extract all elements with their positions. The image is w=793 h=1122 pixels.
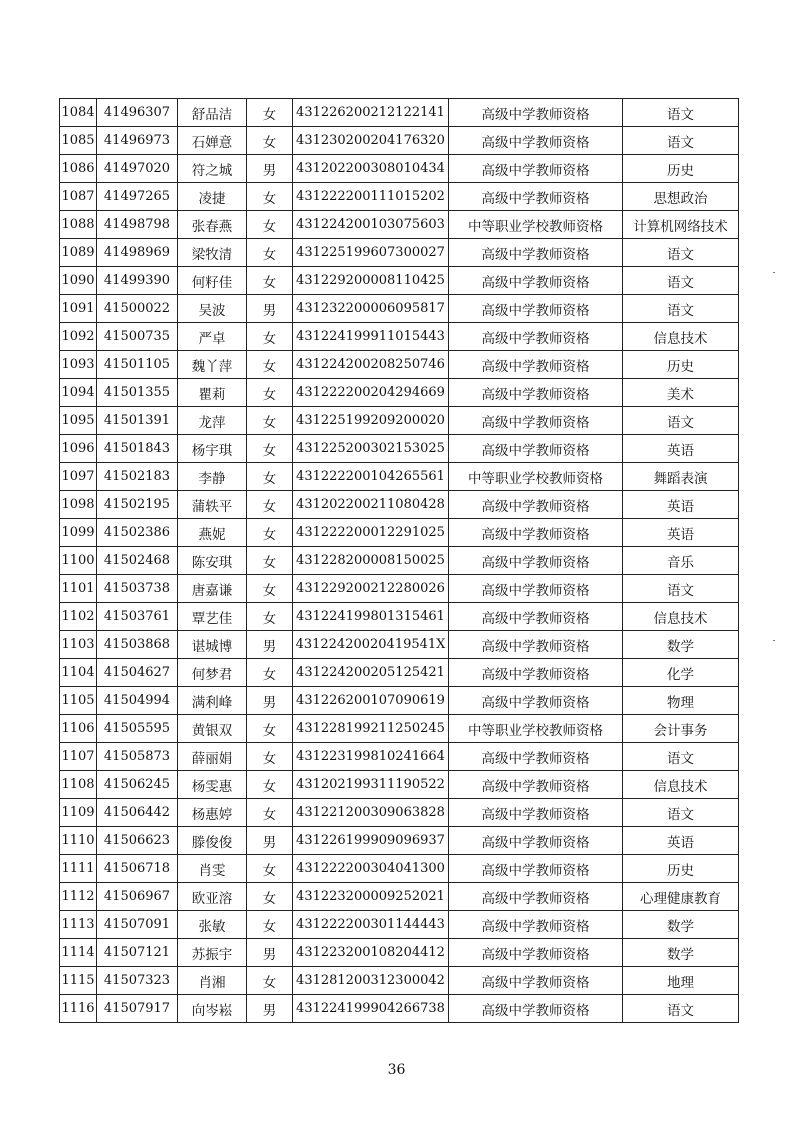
table-row [60,351,739,379]
subject-cell: 物理 [623,687,739,715]
row-number-cell: 1098 [60,491,97,519]
gender-cell: 男 [247,827,293,855]
exam-id-cell: 41502386 [97,519,178,547]
qualification-cell: 高级中学教师资格 [449,687,623,715]
qualification-cell: 高级中学教师资格 [449,491,623,519]
name-cell: 张敏 [178,911,247,939]
name-cell: 张春燕 [178,211,247,239]
subject-cell: 数学 [623,631,739,659]
gender-cell: 女 [247,855,293,883]
qualification-cell: 高级中学教师资格 [449,239,623,267]
name-cell: 符之城 [178,155,247,183]
id-number-cell: 431222200111015202 [293,183,449,211]
subject-cell: 地理 [623,967,739,995]
subject-cell: 舞蹈表演 [623,463,739,491]
table-row [60,967,739,995]
gender-cell: 女 [247,267,293,295]
name-cell: 黄银双 [178,715,247,743]
qualification-cell: 高级中学教师资格 [449,155,623,183]
name-cell: 严卓 [178,323,247,351]
exam-id-cell: 41500022 [97,295,178,323]
exam-id-cell: 41499390 [97,267,178,295]
id-number-cell: 431222200012291025 [293,519,449,547]
table-row [60,407,739,435]
qualification-cell: 高级中学教师资格 [449,99,623,127]
name-cell: 李静 [178,463,247,491]
row-number-cell: 1100 [60,547,97,575]
qualification-cell: 高级中学教师资格 [449,267,623,295]
gender-cell: 女 [247,183,293,211]
table-row [60,295,739,323]
row-number-cell: 1107 [60,743,97,771]
id-number-cell: 43122420020419541X [293,631,449,659]
gender-cell: 女 [247,379,293,407]
row-number-cell: 1116 [60,995,97,1023]
exam-id-cell: 41504627 [97,659,178,687]
table-row [60,435,739,463]
row-number-cell: 1085 [60,127,97,155]
exam-id-cell: 41505595 [97,715,178,743]
qualification-cell: 高级中学教师资格 [449,379,623,407]
qualification-cell: 高级中学教师资格 [449,911,623,939]
row-number-cell: 1095 [60,407,97,435]
row-number-cell: 1092 [60,323,97,351]
name-cell: 魏丫萍 [178,351,247,379]
gender-cell: 男 [247,939,293,967]
id-number-cell: 431225199607300027 [293,239,449,267]
id-number-cell: 431221200309063828 [293,799,449,827]
subject-cell: 语文 [623,799,739,827]
table-row [60,799,739,827]
name-cell: 向岑崧 [178,995,247,1023]
subject-cell: 语文 [623,99,739,127]
table-row [60,631,739,659]
id-number-cell: 431228199211250245 [293,715,449,743]
name-cell: 舒品洁 [178,99,247,127]
id-number-cell: 431226199909096937 [293,827,449,855]
table-row [60,99,739,127]
subject-cell: 思想政治 [623,183,739,211]
subject-cell: 英语 [623,519,739,547]
name-cell: 何梦君 [178,659,247,687]
subject-cell: 信息技术 [623,323,739,351]
exam-id-cell: 41502195 [97,491,178,519]
qualification-cell: 高级中学教师资格 [449,407,623,435]
table-row [60,743,739,771]
subject-cell: 数学 [623,939,739,967]
table-row [60,519,739,547]
candidate-table [59,98,739,1023]
exam-id-cell: 41505873 [97,743,178,771]
id-number-cell: 431224200103075603 [293,211,449,239]
gender-cell: 女 [247,603,293,631]
id-number-cell: 431228200008150025 [293,547,449,575]
qualification-cell: 中等职业学校教师资格 [449,463,623,491]
name-cell: 肖湘 [178,967,247,995]
table-row [60,911,739,939]
name-cell: 梁牧清 [178,239,247,267]
gender-cell: 男 [247,155,293,183]
subject-cell: 历史 [623,855,739,883]
name-cell: 燕妮 [178,519,247,547]
subject-cell: 英语 [623,435,739,463]
name-cell: 薛丽娟 [178,743,247,771]
row-number-cell: 1094 [60,379,97,407]
qualification-cell: 高级中学教师资格 [449,883,623,911]
subject-cell: 数学 [623,911,739,939]
gender-cell: 女 [247,771,293,799]
gender-cell: 女 [247,519,293,547]
gender-cell: 女 [247,323,293,351]
subject-cell: 语文 [623,295,739,323]
id-number-cell: 431223200108204412 [293,939,449,967]
name-cell: 凌捷 [178,183,247,211]
id-number-cell: 431224199911015443 [293,323,449,351]
row-number-cell: 1109 [60,799,97,827]
row-number-cell: 1084 [60,99,97,127]
id-number-cell: 431202200211080428 [293,491,449,519]
exam-id-cell: 41500735 [97,323,178,351]
id-number-cell: 431223199810241664 [293,743,449,771]
table-row [60,771,739,799]
table-row [60,323,739,351]
qualification-cell: 高级中学教师资格 [449,743,623,771]
id-number-cell: 431222200204294669 [293,379,449,407]
gender-cell: 女 [247,407,293,435]
row-number-cell: 1091 [60,295,97,323]
gender-cell: 女 [247,799,293,827]
table-row [60,827,739,855]
qualification-cell: 中等职业学校教师资格 [449,211,623,239]
row-number-cell: 1087 [60,183,97,211]
table-row [60,547,739,575]
name-cell: 陈安琪 [178,547,247,575]
exam-id-cell: 41502183 [97,463,178,491]
subject-cell: 信息技术 [623,603,739,631]
id-number-cell: 431229200212280026 [293,575,449,603]
qualification-cell: 高级中学教师资格 [449,771,623,799]
name-cell: 龙萍 [178,407,247,435]
name-cell: 何籽佳 [178,267,247,295]
exam-id-cell: 41501843 [97,435,178,463]
gender-cell: 女 [247,883,293,911]
id-number-cell: 431222200304041300 [293,855,449,883]
row-number-cell: 1106 [60,715,97,743]
exam-id-cell: 41497020 [97,155,178,183]
subject-cell: 信息技术 [623,771,739,799]
gender-cell: 女 [247,491,293,519]
qualification-cell: 中等职业学校教师资格 [449,715,623,743]
subject-cell: 计算机网络技术 [623,211,739,239]
name-cell: 吴波 [178,295,247,323]
subject-cell: 语文 [623,407,739,435]
id-number-cell: 431224199801315461 [293,603,449,631]
qualification-cell: 高级中学教师资格 [449,659,623,687]
exam-id-cell: 41506442 [97,799,178,827]
qualification-cell: 高级中学教师资格 [449,323,623,351]
table-row [60,155,739,183]
table-row [60,211,739,239]
id-number-cell: 431226200212122141 [293,99,449,127]
subject-cell: 化学 [623,659,739,687]
table-row [60,379,739,407]
row-number-cell: 1093 [60,351,97,379]
gender-cell: 女 [247,967,293,995]
exam-id-cell: 41507917 [97,995,178,1023]
table-row [60,463,739,491]
row-number-cell: 1089 [60,239,97,267]
gender-cell: 女 [247,239,293,267]
row-number-cell: 1102 [60,603,97,631]
row-number-cell: 1088 [60,211,97,239]
id-number-cell: 431281200312300042 [293,967,449,995]
qualification-cell: 高级中学教师资格 [449,603,623,631]
gender-cell: 女 [247,435,293,463]
table-row [60,183,739,211]
scan-speck [773,272,775,273]
table-row [60,939,739,967]
gender-cell: 女 [247,211,293,239]
table-row [60,715,739,743]
qualification-cell: 高级中学教师资格 [449,575,623,603]
row-number-cell: 1103 [60,631,97,659]
table-row [60,127,739,155]
table-row [60,575,739,603]
exam-id-cell: 41507091 [97,911,178,939]
id-number-cell: 431222200104265561 [293,463,449,491]
subject-cell: 语文 [623,575,739,603]
subject-cell: 语文 [623,127,739,155]
subject-cell: 语文 [623,239,739,267]
row-number-cell: 1108 [60,771,97,799]
row-number-cell: 1115 [60,967,97,995]
qualification-cell: 高级中学教师资格 [449,435,623,463]
qualification-cell: 高级中学教师资格 [449,547,623,575]
row-number-cell: 1096 [60,435,97,463]
row-number-cell: 1097 [60,463,97,491]
id-number-cell: 431225199209200020 [293,407,449,435]
exam-id-cell: 41503761 [97,603,178,631]
row-number-cell: 1114 [60,939,97,967]
subject-cell: 英语 [623,827,739,855]
gender-cell: 女 [247,715,293,743]
table-row [60,995,739,1023]
name-cell: 满利峰 [178,687,247,715]
qualification-cell: 高级中学教师资格 [449,351,623,379]
name-cell: 谌城博 [178,631,247,659]
id-number-cell: 431232200006095817 [293,295,449,323]
subject-cell: 历史 [623,155,739,183]
exam-id-cell: 41507121 [97,939,178,967]
exam-id-cell: 41497265 [97,183,178,211]
name-cell: 滕俊俊 [178,827,247,855]
id-number-cell: 431224199904266738 [293,995,449,1023]
exam-id-cell: 41501105 [97,351,178,379]
table-row [60,855,739,883]
exam-id-cell: 41502468 [97,547,178,575]
exam-id-cell: 41496973 [97,127,178,155]
row-number-cell: 1112 [60,883,97,911]
gender-cell: 女 [247,547,293,575]
row-number-cell: 1086 [60,155,97,183]
id-number-cell: 431202200308010434 [293,155,449,183]
qualification-cell: 高级中学教师资格 [449,827,623,855]
subject-cell: 语文 [623,267,739,295]
row-number-cell: 1090 [60,267,97,295]
gender-cell: 女 [247,463,293,491]
subject-cell: 语文 [623,995,739,1023]
exam-id-cell: 41503738 [97,575,178,603]
subject-cell: 英语 [623,491,739,519]
id-number-cell: 431224200205125421 [293,659,449,687]
gender-cell: 女 [247,351,293,379]
exam-id-cell: 41506967 [97,883,178,911]
gender-cell: 女 [247,659,293,687]
id-number-cell: 431202199311190522 [293,771,449,799]
subject-cell: 心理健康教育 [623,883,739,911]
qualification-cell: 高级中学教师资格 [449,995,623,1023]
row-number-cell: 1111 [60,855,97,883]
name-cell: 杨雯惠 [178,771,247,799]
qualification-cell: 高级中学教师资格 [449,127,623,155]
name-cell: 杨宇琪 [178,435,247,463]
name-cell: 石婵意 [178,127,247,155]
table-row [60,883,739,911]
gender-cell: 女 [247,575,293,603]
table-row [60,687,739,715]
gender-cell: 男 [247,995,293,1023]
id-number-cell: 431222200301144443 [293,911,449,939]
gender-cell: 女 [247,743,293,771]
gender-cell: 女 [247,911,293,939]
name-cell: 蒲轶平 [178,491,247,519]
table-row [60,239,739,267]
gender-cell: 女 [247,127,293,155]
exam-id-cell: 41507323 [97,967,178,995]
gender-cell: 男 [247,295,293,323]
gender-cell: 女 [247,99,293,127]
table-row [60,267,739,295]
qualification-cell: 高级中学教师资格 [449,855,623,883]
id-number-cell: 431226200107090619 [293,687,449,715]
name-cell: 肖雯 [178,855,247,883]
table-row [60,659,739,687]
row-number-cell: 1104 [60,659,97,687]
name-cell: 欧亚溶 [178,883,247,911]
name-cell: 覃艺佳 [178,603,247,631]
id-number-cell: 431230200204176320 [293,127,449,155]
exam-id-cell: 41506245 [97,771,178,799]
name-cell: 苏振宇 [178,939,247,967]
qualification-cell: 高级中学教师资格 [449,519,623,547]
subject-cell: 语文 [623,743,739,771]
row-number-cell: 1105 [60,687,97,715]
exam-id-cell: 41506718 [97,855,178,883]
exam-id-cell: 41504994 [97,687,178,715]
exam-id-cell: 41501355 [97,379,178,407]
qualification-cell: 高级中学教师资格 [449,799,623,827]
name-cell: 唐嘉谦 [178,575,247,603]
gender-cell: 男 [247,687,293,715]
table-row [60,603,739,631]
subject-cell: 会计事务 [623,715,739,743]
gender-cell: 男 [247,631,293,659]
name-cell: 瞿莉 [178,379,247,407]
row-number-cell: 1113 [60,911,97,939]
id-number-cell: 431229200008110425 [293,267,449,295]
id-number-cell: 431225200302153025 [293,435,449,463]
scan-speck [773,640,775,641]
id-number-cell: 431223200009252021 [293,883,449,911]
qualification-cell: 高级中学教师资格 [449,939,623,967]
qualification-cell: 高级中学教师资格 [449,631,623,659]
row-number-cell: 1101 [60,575,97,603]
table-body [60,99,739,1023]
qualification-cell: 高级中学教师资格 [449,295,623,323]
exam-id-cell: 41498969 [97,239,178,267]
qualification-cell: 高级中学教师资格 [449,967,623,995]
page-number: 36 [387,1062,406,1078]
exam-id-cell: 41503868 [97,631,178,659]
qualification-cell: 高级中学教师资格 [449,183,623,211]
subject-cell: 历史 [623,351,739,379]
row-number-cell: 1099 [60,519,97,547]
exam-id-cell: 41506623 [97,827,178,855]
table-row [60,491,739,519]
name-cell: 杨惠婷 [178,799,247,827]
id-number-cell: 431224200208250746 [293,351,449,379]
exam-id-cell: 41501391 [97,407,178,435]
row-number-cell: 1110 [60,827,97,855]
subject-cell: 美术 [623,379,739,407]
exam-id-cell: 41498798 [97,211,178,239]
exam-id-cell: 41496307 [97,99,178,127]
subject-cell: 音乐 [623,547,739,575]
